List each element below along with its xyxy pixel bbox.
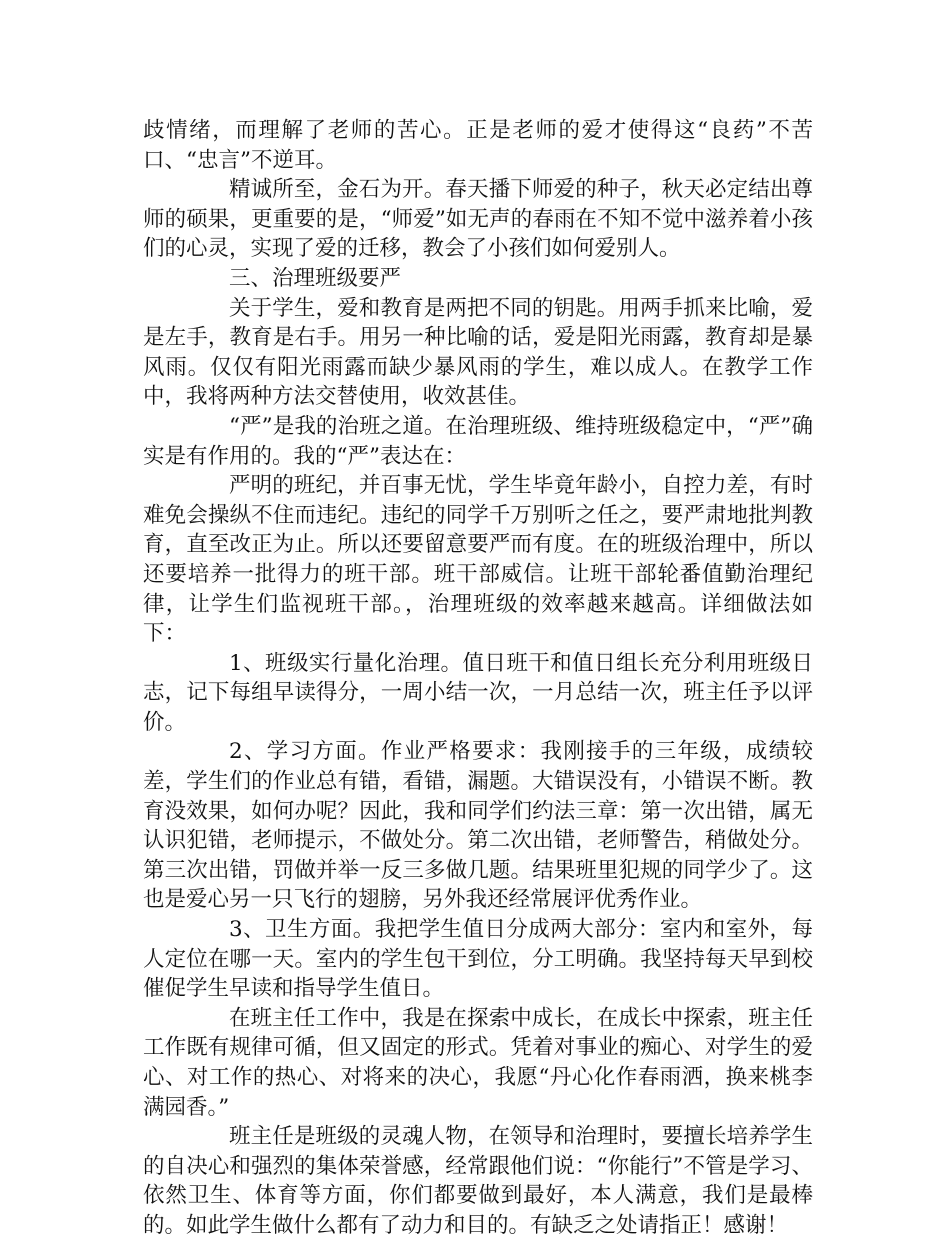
paragraph-item-3-hygiene: 3、卫生方面。我把学生值日分成两大部分：室内和室外，每人定位在哪一天。室内的学生包干到位，分工明确。我坚持每天早到校催促学生早读和指导学生值日。 bbox=[143, 917, 813, 1002]
paragraph-reflection: 在班主任工作中，我是在探索中成长，在成长中探索，班主任工作既有规律可循，但又固定的形式。凭着对事业的痴心、对学生的爱心、对工作的热心、对将来的决心，我愿“丹心化作春雨洒，换来桃李满园香。” bbox=[143, 1005, 813, 1120]
paragraph-sincerity: 精诚所至，金石为开。春天播下师爱的种子，秋天必定结出尊师的硕果，更重要的是，“师爱”如无声的春雨在不知不觉中滋养着小孩们的心灵，实现了爱的迁移，教会了小孩们如何爱别人。 bbox=[143, 177, 813, 262]
paragraph-class-discipline: 严明的班纪，并百事无忧，学生毕竟年龄小，自控力差，有时难免会操纵不住而违纪。违纪的同学千万别听之任之，要严肃地批判教育，直至改正为止。所以还要留意要严而有度。在的班级治理中，所以还要培养一批得力的班干部。班干部威信。让班干部轮番值勤治理纪律，让学生们监视班干部。，治理班级的效率越来越高。详细做法如下： bbox=[143, 473, 813, 647]
paragraph-conclusion: 班主任是班级的灵魂人物，在领导和治理时，要擅长培养学生的自决心和强烈的集体荣誉感，经常跟他们说：“你能行”不管是学习、依然卫生、体育等方面，你们都要做到最好，本人满意，我们是最棒的。如此学生做什么都有了动力和目的。有缺乏之处请指正！感谢！ bbox=[143, 1124, 813, 1238]
section-heading-strict-management: 三、治理班级要严 bbox=[229, 265, 402, 291]
paragraph-item-2-study: 2、学习方面。作业严格要求：我刚接手的三年级，成绩较差，学生们的作业总有错，看错，漏题。大错误没有，小错误不断。教育没效果，如何办呢？因此，我和同学们约法三章：第一次出错，属无认识犯错，老师提示，不做处分。第二次出错，老师警告，稍做处分。第三次出错，罚做并举一反三多做几题。结果班里犯规的同学少了。这也是爱心另一只飞行的翅膀，另外我还经常展评优秀作业。 bbox=[143, 739, 813, 913]
paragraph-item-1-quantified: 1、班级实行量化治理。值日班干和值日组长充分利用班级日志，记下每组早读得分，一周小结一次，一月总结一次，班主任予以评价。 bbox=[143, 650, 813, 735]
paragraph-two-keys: 关于学生，爱和教育是两把不同的钥匙。用两手抓来比喻，爱是左手，教育是右手。用另一种比喻的话，爱是阳光雨露，教育却是暴风雨。仅仅有阳光雨露而缺少暴风雨的学生，难以成人。在教学工作中，我将两种方法交替使用，收效甚佳。 bbox=[143, 295, 813, 410]
paragraph-continuation: 歧情绪，而理解了老师的苦心。正是老师的爱才使得这“良药”不苦口、“忠言”不逆耳。 bbox=[143, 118, 813, 173]
paragraph-strict-method: “严”是我的治班之道。在治理班级、维持班级稳定中，“严”确实是有作用的。我的“严”表达在： bbox=[143, 413, 813, 469]
document-body bbox=[143, 116, 813, 1241]
